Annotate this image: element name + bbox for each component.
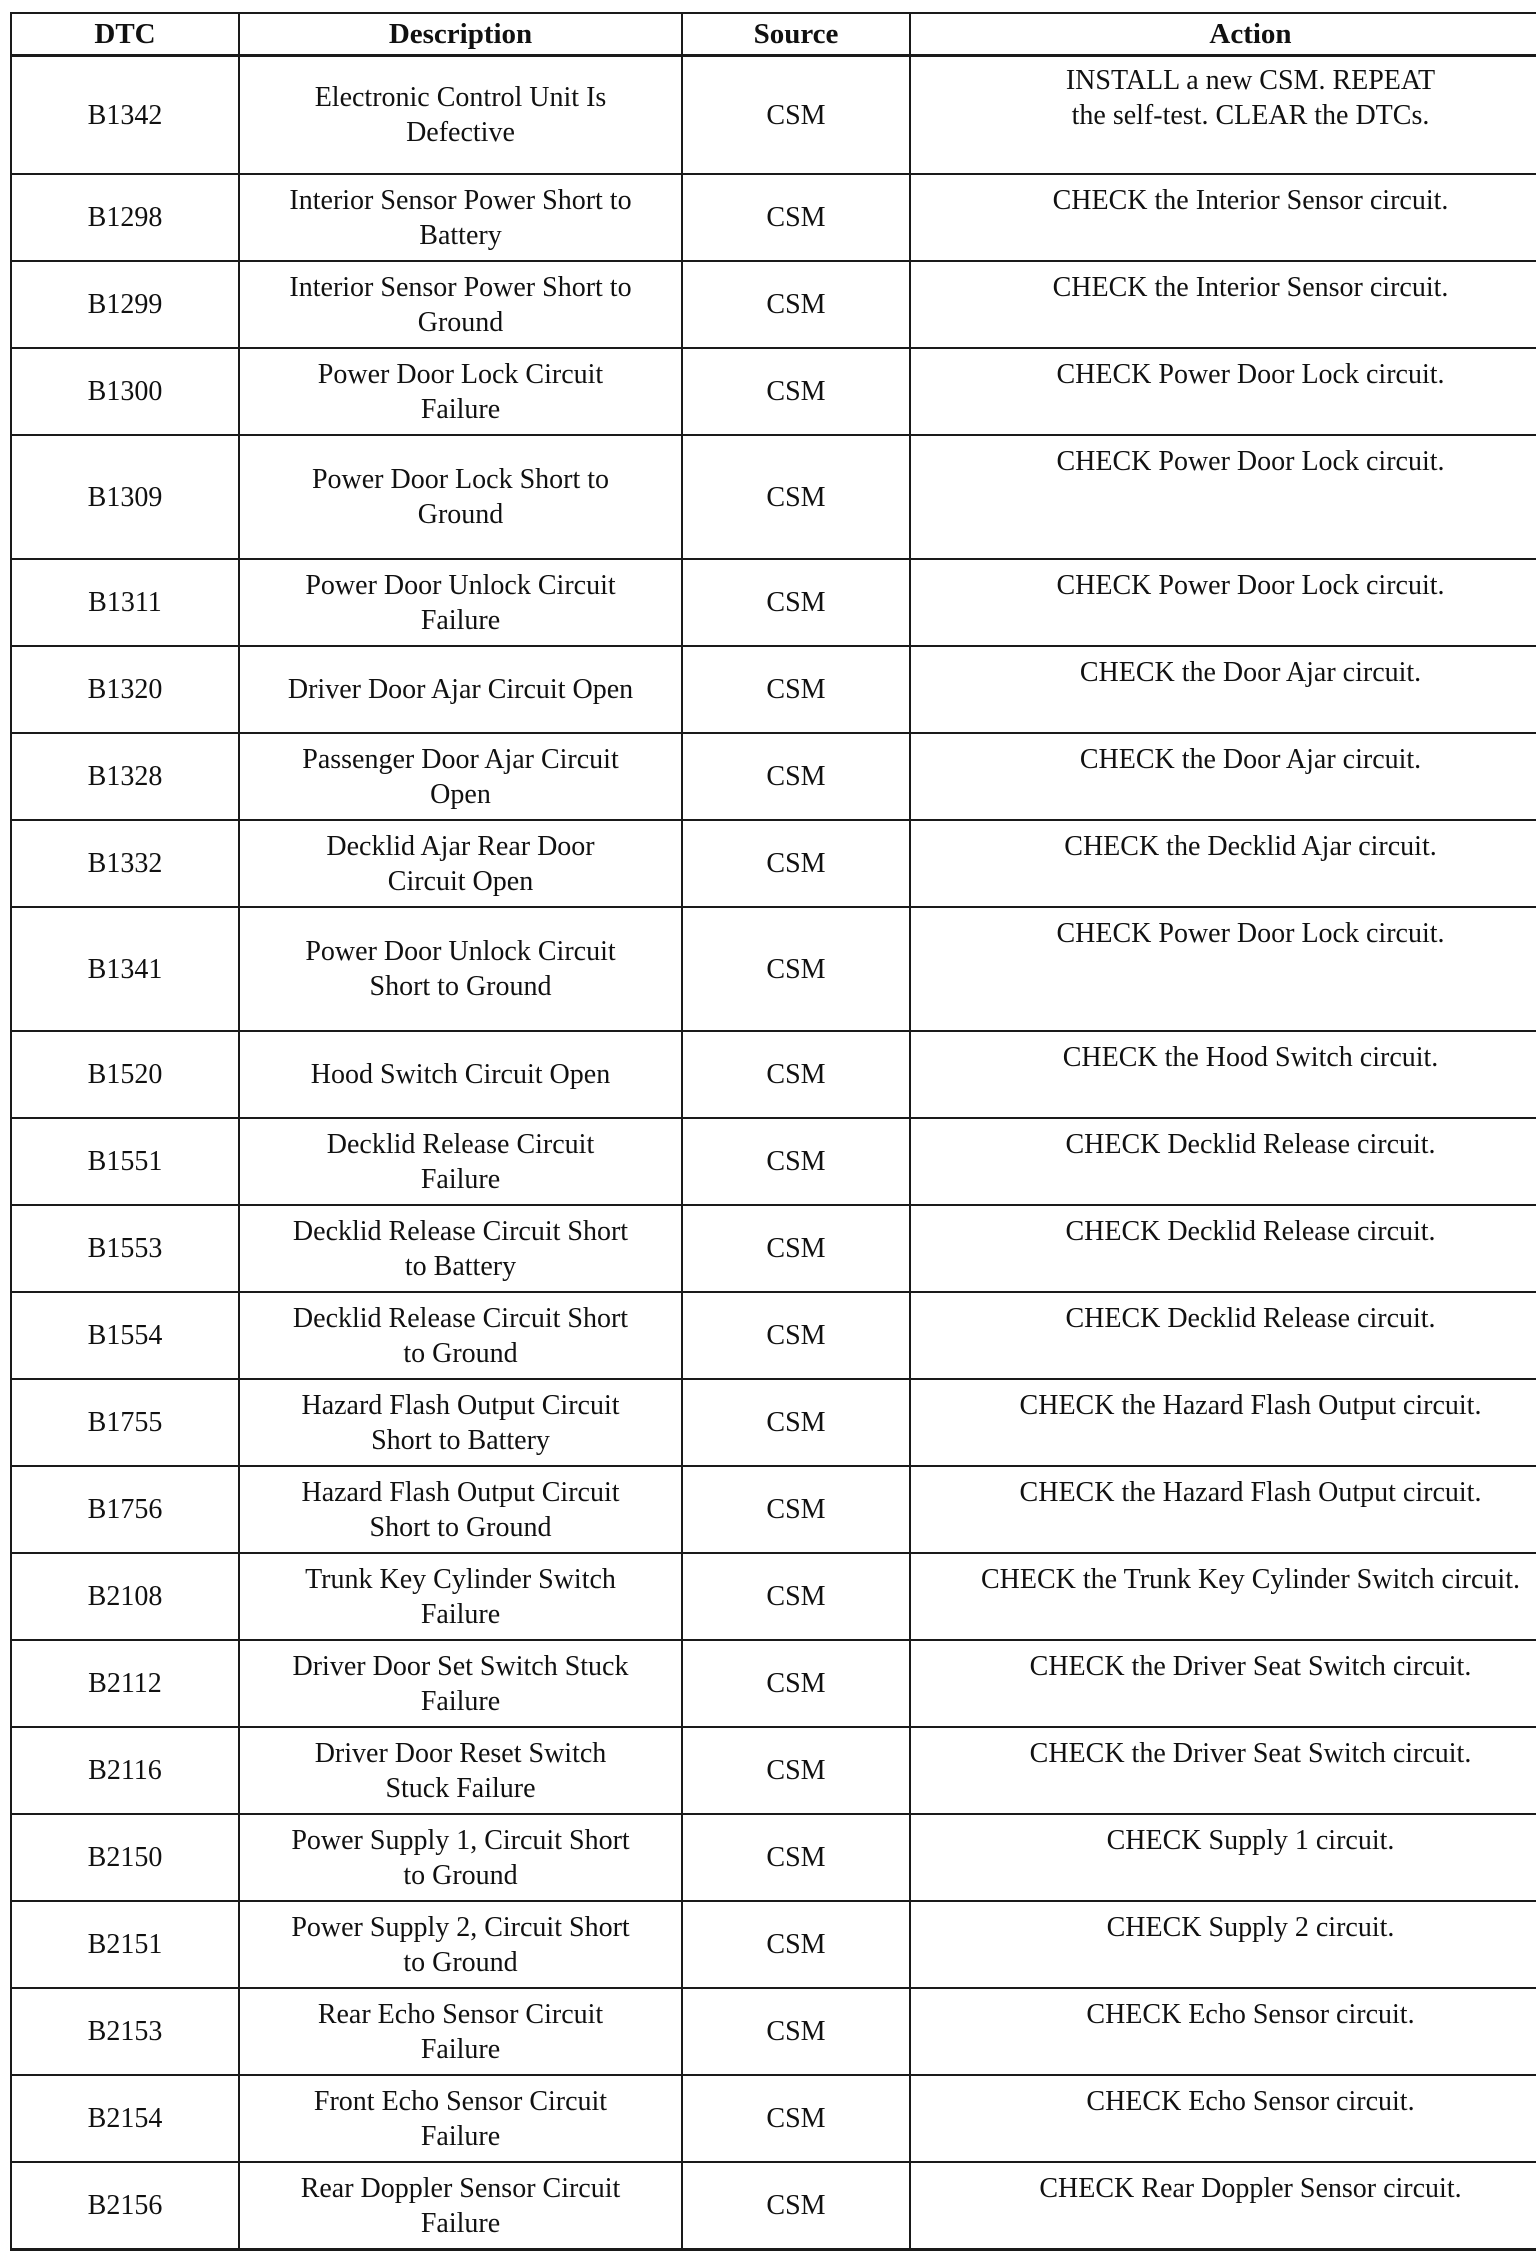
dtc-action: CHECK the Hazard Flash Output circuit. [910,1466,1536,1553]
dtc-action: CHECK Power Door Lock circuit. [910,435,1536,559]
dtc-action: CHECK the Door Ajar circuit. [910,733,1536,820]
dtc-description: Driver Door Ajar Circuit Open [239,646,682,733]
dtc-code: B2154 [11,2075,239,2162]
header-source: Source [682,13,910,56]
dtc-source: CSM [682,907,910,1031]
dtc-description: Passenger Door Ajar Circuit Open [239,733,682,820]
dtc-code: B1755 [11,1379,239,1466]
dtc-code: B1328 [11,733,239,820]
dtc-action: CHECK the Interior Sensor circuit. [910,174,1536,261]
header-description: Description [239,13,682,56]
dtc-action: CHECK Decklid Release circuit. [910,1118,1536,1205]
dtc-code: B1300 [11,348,239,435]
dtc-code: B2156 [11,2162,239,2250]
table-row [11,646,1536,733]
dtc-action: INSTALL a new CSM. REPEAT the self-test. CLEAR the DTCs. [910,56,1536,175]
dtc-code: B1520 [11,1031,239,1118]
dtc-code: B1299 [11,261,239,348]
table-row [11,559,1536,646]
dtc-action: CHECK Decklid Release circuit. [910,1205,1536,1292]
dtc-code: B1756 [11,1466,239,1553]
dtc-source: CSM [682,435,910,559]
table-row [11,1292,1536,1379]
dtc-description: Decklid Release Circuit Short to Ground [239,1292,682,1379]
dtc-description: Power Door Unlock Circuit Short to Ground [239,907,682,1031]
dtc-source: CSM [682,174,910,261]
dtc-code: B1309 [11,435,239,559]
dtc-source: CSM [682,2075,910,2162]
dtc-action: CHECK the Decklid Ajar circuit. [910,820,1536,907]
dtc-action: CHECK Echo Sensor circuit. [910,1988,1536,2075]
dtc-code: B1332 [11,820,239,907]
table-row [11,733,1536,820]
dtc-action: CHECK the Hood Switch circuit. [910,1031,1536,1118]
table-row [11,1727,1536,1814]
table-row [11,820,1536,907]
table-row [11,907,1536,1031]
table-row [11,1814,1536,1901]
dtc-description: Interior Sensor Power Short to Ground [239,261,682,348]
dtc-source: CSM [682,1379,910,1466]
table-row [11,1901,1536,1988]
dtc-action: CHECK Power Door Lock circuit. [910,559,1536,646]
dtc-source: CSM [682,1814,910,1901]
dtc-code: B2151 [11,1901,239,1988]
dtc-description: Power Supply 1, Circuit Short to Ground [239,1814,682,1901]
dtc-action: CHECK the Interior Sensor circuit. [910,261,1536,348]
dtc-description: Power Door Unlock Circuit Failure [239,559,682,646]
table-row [11,1553,1536,1640]
dtc-description: Trunk Key Cylinder Switch Failure [239,1553,682,1640]
dtc-description: Interior Sensor Power Short to Battery [239,174,682,261]
dtc-code: B2150 [11,1814,239,1901]
dtc-table [10,12,1536,2251]
dtc-code: B1551 [11,1118,239,1205]
dtc-action: CHECK the Driver Seat Switch circuit. [910,1727,1536,1814]
dtc-source: CSM [682,1292,910,1379]
table-row [11,1466,1536,1553]
dtc-description: Decklid Ajar Rear Door Circuit Open [239,820,682,907]
table-row [11,56,1536,175]
dtc-source: CSM [682,646,910,733]
dtc-code: B1311 [11,559,239,646]
dtc-source: CSM [682,733,910,820]
table-header [11,13,1536,56]
dtc-description: Decklid Release Circuit Short to Battery [239,1205,682,1292]
dtc-action: CHECK Rear Doppler Sensor circuit. [910,2162,1536,2250]
header-dtc: DTC [11,13,239,56]
table-row [11,2075,1536,2162]
header-action: Action [910,13,1536,56]
dtc-description: Rear Echo Sensor Circuit Failure [239,1988,682,2075]
dtc-code: B2116 [11,1727,239,1814]
dtc-code: B2112 [11,1640,239,1727]
dtc-source: CSM [682,56,910,175]
dtc-action: CHECK Supply 2 circuit. [910,1901,1536,1988]
table-body [11,56,1536,2250]
dtc-code: B1320 [11,646,239,733]
dtc-source: CSM [682,2162,910,2250]
dtc-code: B2108 [11,1553,239,1640]
dtc-source: CSM [682,1205,910,1292]
table-row [11,348,1536,435]
table-row [11,1205,1536,1292]
dtc-description: Front Echo Sensor Circuit Failure [239,2075,682,2162]
table-row [11,1118,1536,1205]
dtc-description: Rear Doppler Sensor Circuit Failure [239,2162,682,2250]
dtc-description: Power Door Lock Circuit Failure [239,348,682,435]
dtc-action: CHECK Supply 1 circuit. [910,1814,1536,1901]
table-row [11,1640,1536,1727]
dtc-action: CHECK the Driver Seat Switch circuit. [910,1640,1536,1727]
dtc-description: Driver Door Reset Switch Stuck Failure [239,1727,682,1814]
dtc-action: CHECK Power Door Lock circuit. [910,348,1536,435]
dtc-source: CSM [682,1727,910,1814]
dtc-code: B1553 [11,1205,239,1292]
table-row [11,2162,1536,2250]
dtc-source: CSM [682,1901,910,1988]
table-row [11,1988,1536,2075]
dtc-source: CSM [682,1031,910,1118]
dtc-description: Electronic Control Unit Is Defective [239,56,682,175]
dtc-source: CSM [682,261,910,348]
dtc-action: CHECK Decklid Release circuit. [910,1292,1536,1379]
dtc-source: CSM [682,348,910,435]
dtc-source: CSM [682,1118,910,1205]
dtc-source: CSM [682,1640,910,1727]
dtc-source: CSM [682,820,910,907]
table-row [11,1379,1536,1466]
dtc-description: Power Door Lock Short to Ground [239,435,682,559]
header-row [11,13,1536,56]
dtc-action: CHECK the Door Ajar circuit. [910,646,1536,733]
dtc-source: CSM [682,1988,910,2075]
dtc-description: Hazard Flash Output Circuit Short to Battery [239,1379,682,1466]
dtc-action: CHECK Echo Sensor circuit. [910,2075,1536,2162]
dtc-source: CSM [682,1466,910,1553]
dtc-code: B2153 [11,1988,239,2075]
dtc-description: Hood Switch Circuit Open [239,1031,682,1118]
dtc-action: CHECK Power Door Lock circuit. [910,907,1536,1031]
dtc-action: CHECK the Trunk Key Cylinder Switch circuit. [910,1553,1536,1640]
dtc-code: B1342 [11,56,239,175]
dtc-code: B1554 [11,1292,239,1379]
dtc-code: B1298 [11,174,239,261]
dtc-description: Power Supply 2, Circuit Short to Ground [239,1901,682,1988]
table-row [11,261,1536,348]
table-row [11,174,1536,261]
table-row [11,435,1536,559]
dtc-description: Hazard Flash Output Circuit Short to Ground [239,1466,682,1553]
dtc-source: CSM [682,1553,910,1640]
dtc-description: Decklid Release Circuit Failure [239,1118,682,1205]
dtc-code: B1341 [11,907,239,1031]
table-row [11,1031,1536,1118]
dtc-source: CSM [682,559,910,646]
dtc-description: Driver Door Set Switch Stuck Failure [239,1640,682,1727]
dtc-action: CHECK the Hazard Flash Output circuit. [910,1379,1536,1466]
